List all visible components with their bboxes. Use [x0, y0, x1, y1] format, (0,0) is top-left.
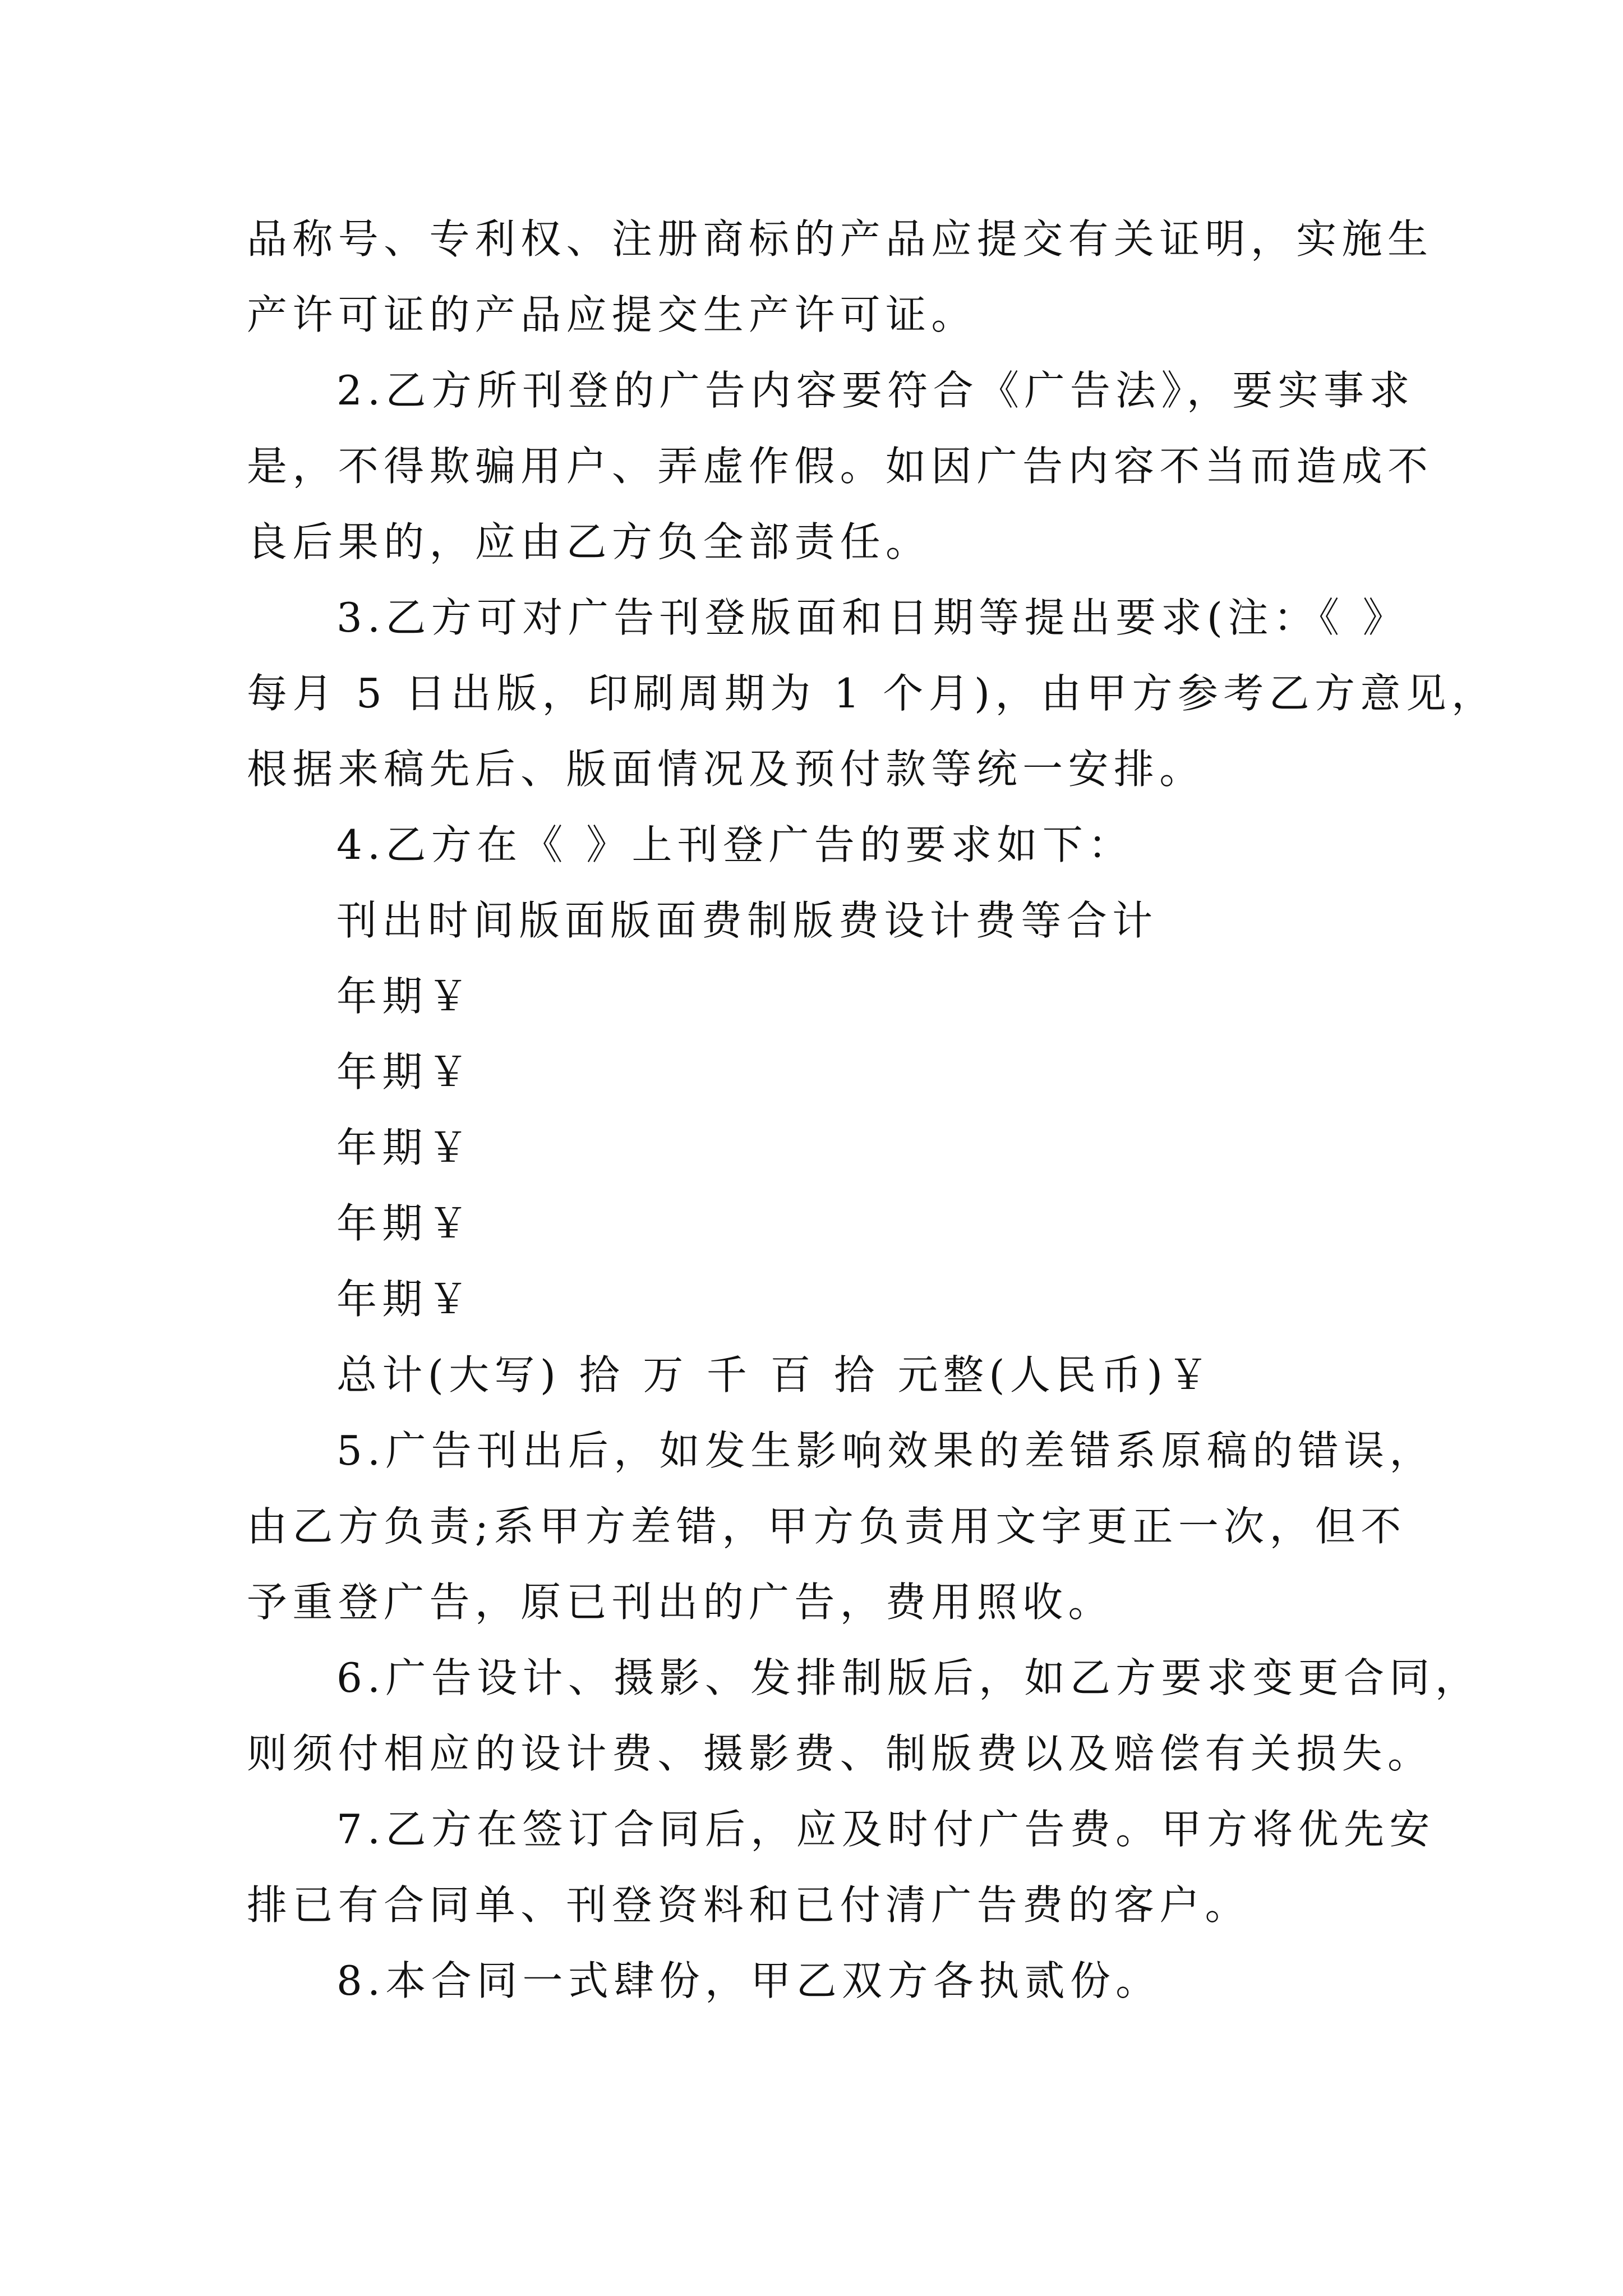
text-line-p3-3: 根据来稿先后、版面情况及预付款等统一安排。 — [247, 746, 1205, 793]
text-line-p2-1: 2.乙方所刊登的广告内容要符合《广告法》，要实事求 — [336, 367, 1415, 414]
text-line-p1-1: 品称号、专利权、注册商标的产品应提交有关证明，实施生 — [247, 215, 1433, 263]
text-line-p4-4: 年期￥ — [336, 1048, 474, 1096]
text-line-p4-3: 年期￥ — [336, 973, 474, 1020]
text-line-p5-3: 予重登广告，原已刊出的广告，费用照收。 — [247, 1579, 1114, 1626]
text-line-p8-1: 8.本合同一式肆份，甲乙双方各执贰份。 — [336, 1957, 1161, 2004]
text-line-p1-2: 产许可证的产品应提交生产许可证。 — [247, 291, 977, 338]
text-line-p4-8: 总计(大写) 拾 万 千 百 拾 元整(人民币)￥ — [336, 1351, 1214, 1398]
text-line-p7-2: 排已有合同单、刊登资料和已付清广告费的客户。 — [247, 1881, 1251, 1929]
text-line-p5-2: 由乙方负责;系甲方差错，甲方负责用文字更正一次，但不 — [247, 1503, 1407, 1550]
text-line-p5-1: 5.广告刊出后，如发生影响效果的差错系原稿的错误， — [336, 1427, 1435, 1474]
text-line-p4-6: 年期￥ — [336, 1200, 474, 1247]
text-line-p7-1: 7.乙方在签订合同后，应及时付广告费。甲方将优先安 — [336, 1806, 1435, 1853]
text-line-p2-3: 良后果的，应由乙方负全部责任。 — [247, 518, 932, 565]
text-line-p4-5: 年期￥ — [336, 1124, 474, 1171]
text-line-p6-1: 6.广告设计、摄影、发排制版后，如乙方要求变更合同， — [336, 1654, 1481, 1701]
text-line-p4-2: 刊出时间版面版面费制版费设计费等合计 — [336, 897, 1158, 944]
text-line-p3-2: 每月 5 日出版，印刷周期为 1 个月)，由甲方参考乙方意见， — [247, 670, 1497, 717]
text-line-p3-1: 3.乙方可对广告刊登版面和日期等提出要求(注：《 》 — [336, 594, 1409, 641]
text-line-p4-1: 4.乙方在《 》上刊登广告的要求如下： — [336, 821, 1134, 868]
text-line-p4-7: 年期￥ — [336, 1276, 474, 1323]
text-line-p6-2: 则须付相应的设计费、摄影费、制版费以及赔偿有关损失。 — [247, 1730, 1433, 1777]
text-line-p2-2: 是，不得欺骗用户、弄虚作假。如因广告内容不当而造成不 — [247, 443, 1433, 490]
